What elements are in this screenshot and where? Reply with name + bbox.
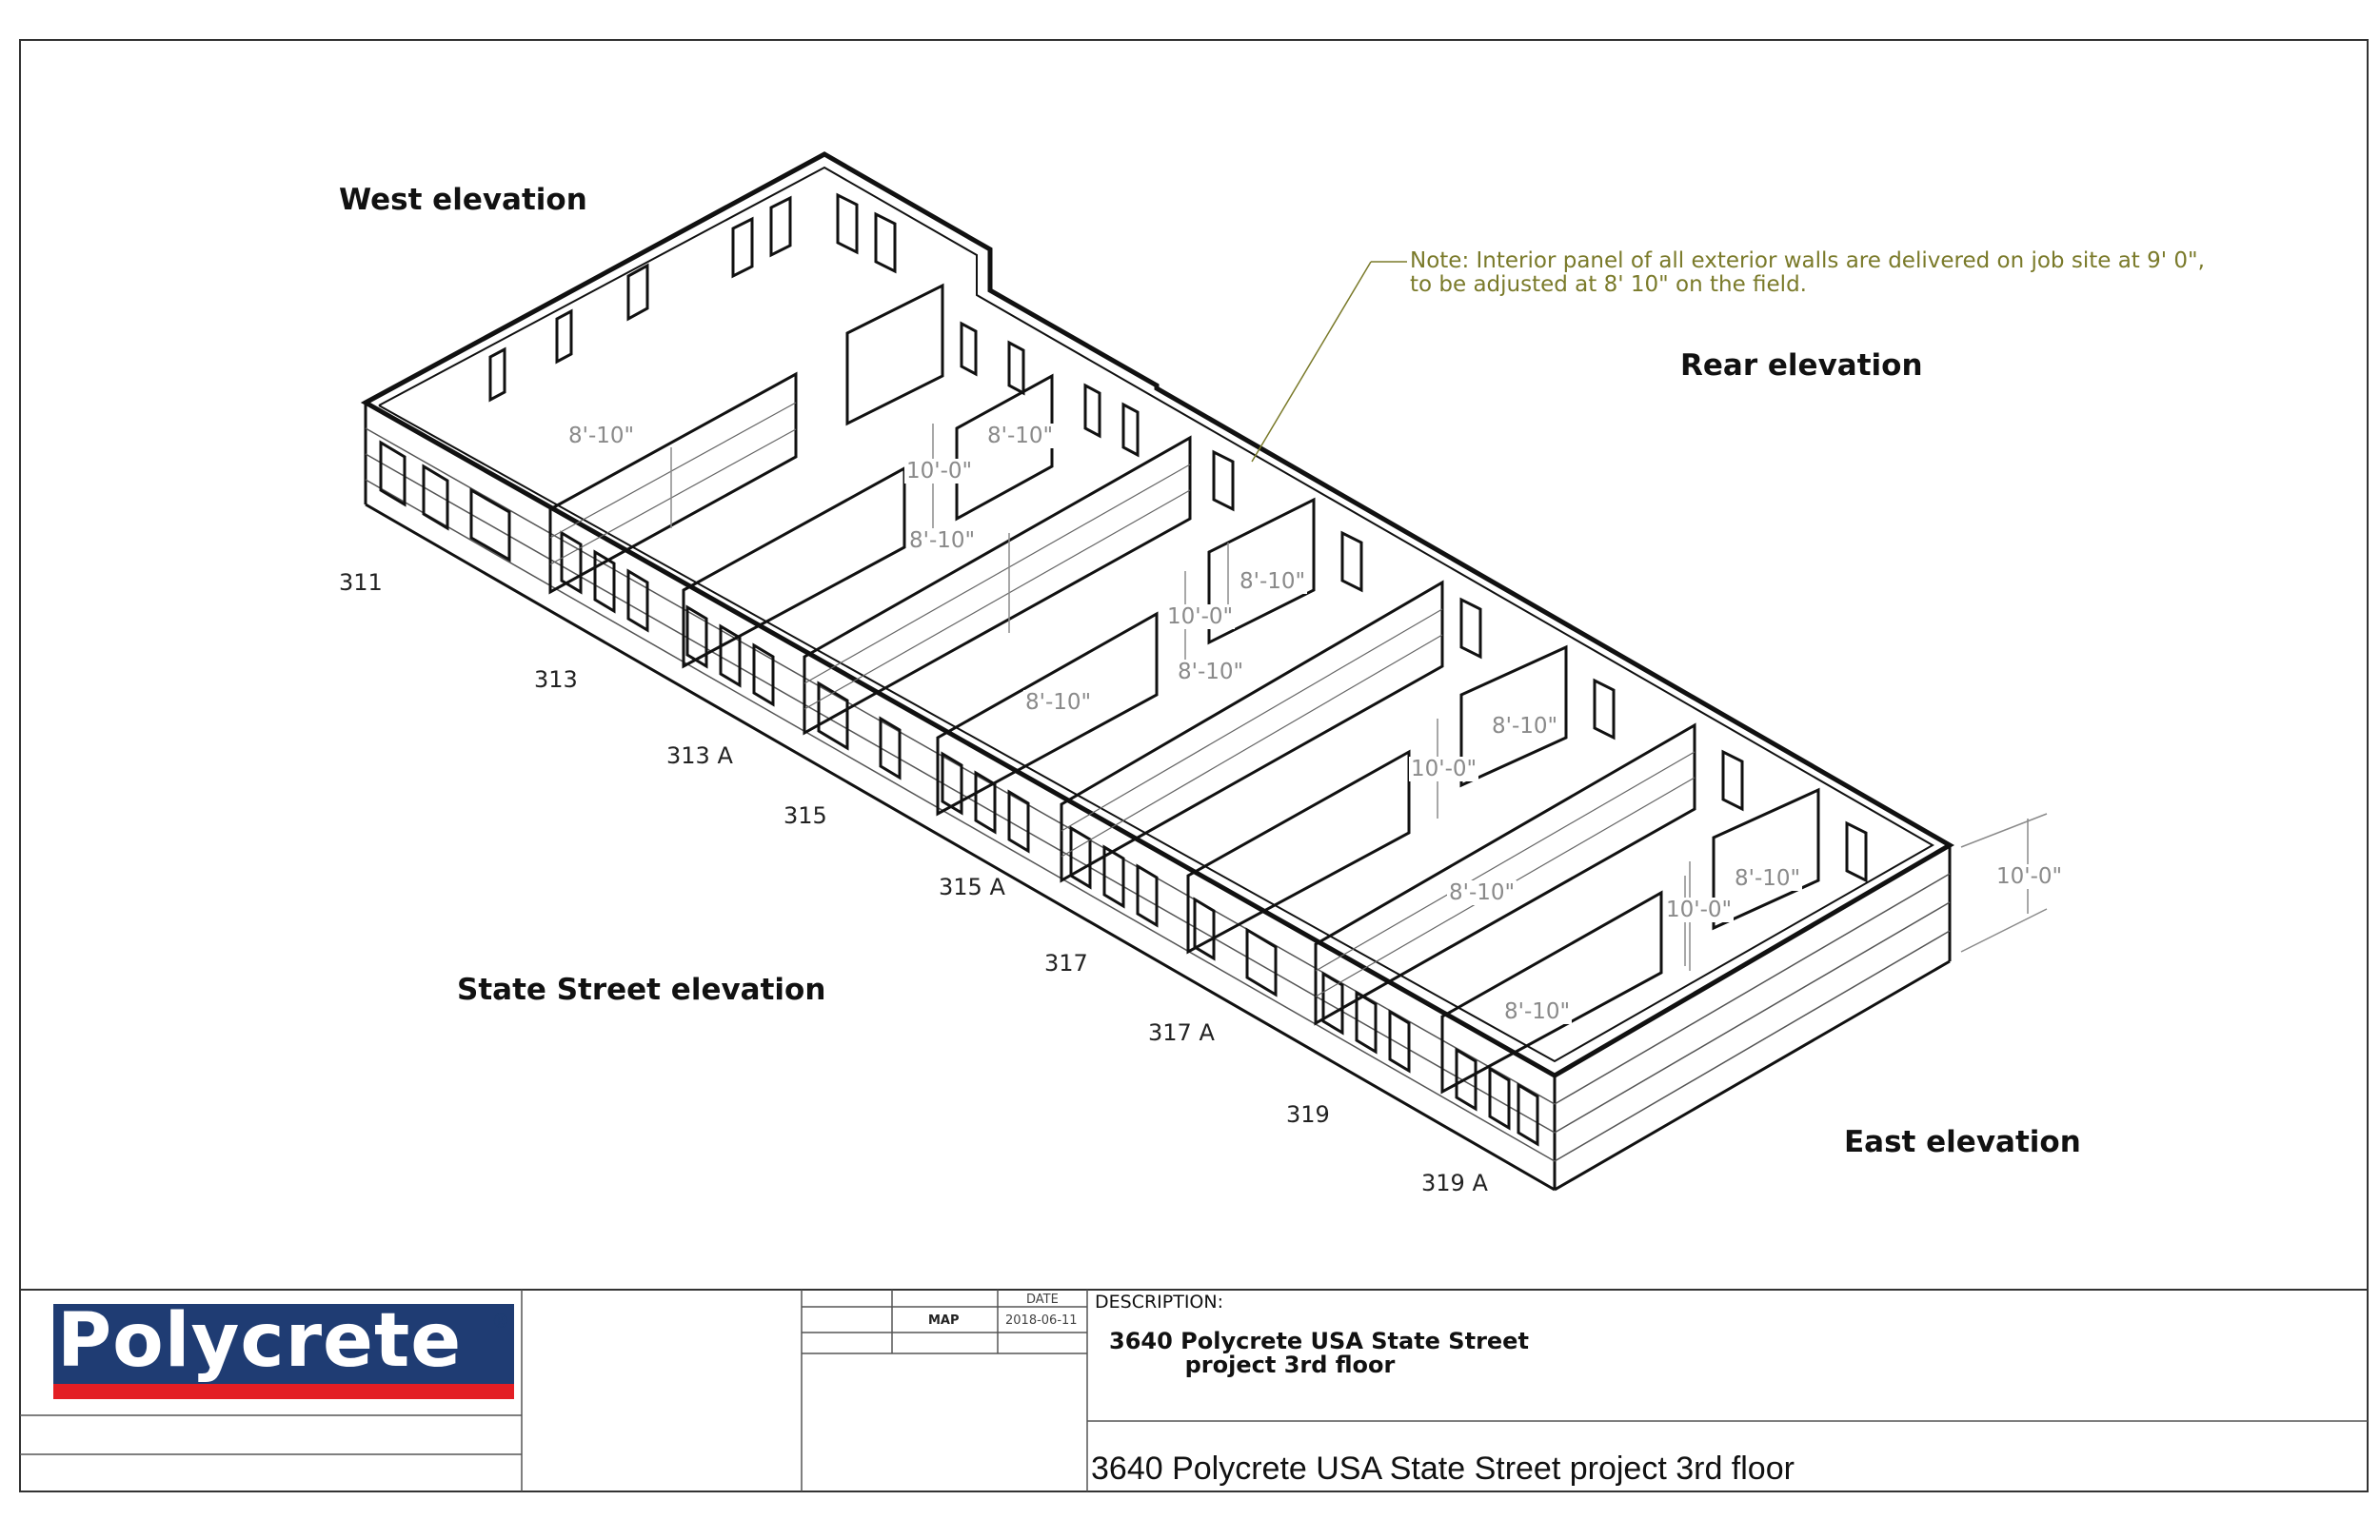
dimension-label: 8'-10" [1449,880,1516,905]
dimension-label: 10'-0" [1167,604,1234,629]
dimension-label: 10'-0" [906,459,973,484]
dimension-label: 8'-10" [1504,999,1571,1024]
dimension-label: 8'-10" [1240,569,1306,594]
dimension-label: 8'-10" [1735,866,1801,891]
room-number: 319 A [1421,1170,1488,1196]
date-header: DATE [1026,1293,1059,1307]
room-number: 319 [1286,1101,1330,1128]
drawing-title: 3640 Polycrete USA State Street project 3rd floor [1091,1451,1795,1487]
room-number: 317 [1044,950,1088,977]
dimension-label: 8'-10" [987,424,1054,448]
room-number: 313 A [666,742,733,769]
registered-mark: ® [491,1310,510,1333]
rear-elevation-label: Rear elevation [1680,348,1923,383]
state-street-elevation-label: State Street elevation [457,973,826,1007]
dimension-label: 8'-10" [568,424,635,448]
description-label: DESCRIPTION: [1095,1292,1224,1313]
description-line-2: project 3rd floor [1184,1352,1396,1378]
dimension-label: 10'-0" [1411,757,1478,781]
room-number: 317 A [1148,1019,1215,1046]
note-text: Note: Interior panel of all exterior walls are delivered on job site at 9' 0", to be adjusted at 8' 10" on the field. [1410,248,2205,297]
room-number: 313 [534,666,578,693]
west-elevation-label: West elevation [339,183,587,217]
dimension-label: 10'-0" [1666,898,1733,922]
room-number: 315 [783,802,827,829]
state-street-wall-bottom [366,504,1555,1190]
room-number: 311 [339,569,383,596]
dimension-label: 8'-10" [1492,714,1558,739]
dimension-label: 8'-10" [909,528,976,553]
note-leader-line [1252,262,1371,462]
logo-text: Polycrete [57,1298,463,1384]
description-line-1: 3640 Polycrete USA State Street [1109,1328,1529,1354]
room-number: 315 A [939,874,1005,900]
polycrete-logo [53,1298,514,1399]
dimension-label: 8'-10" [1178,660,1244,684]
date-value: 2018-06-11 [1005,1313,1078,1328]
dimension-label: 10'-0" [1996,864,2063,889]
dimension-label: 8'-10" [1025,690,1092,715]
east-elevation-label: East elevation [1844,1125,2081,1159]
map-label: MAP [928,1313,960,1328]
